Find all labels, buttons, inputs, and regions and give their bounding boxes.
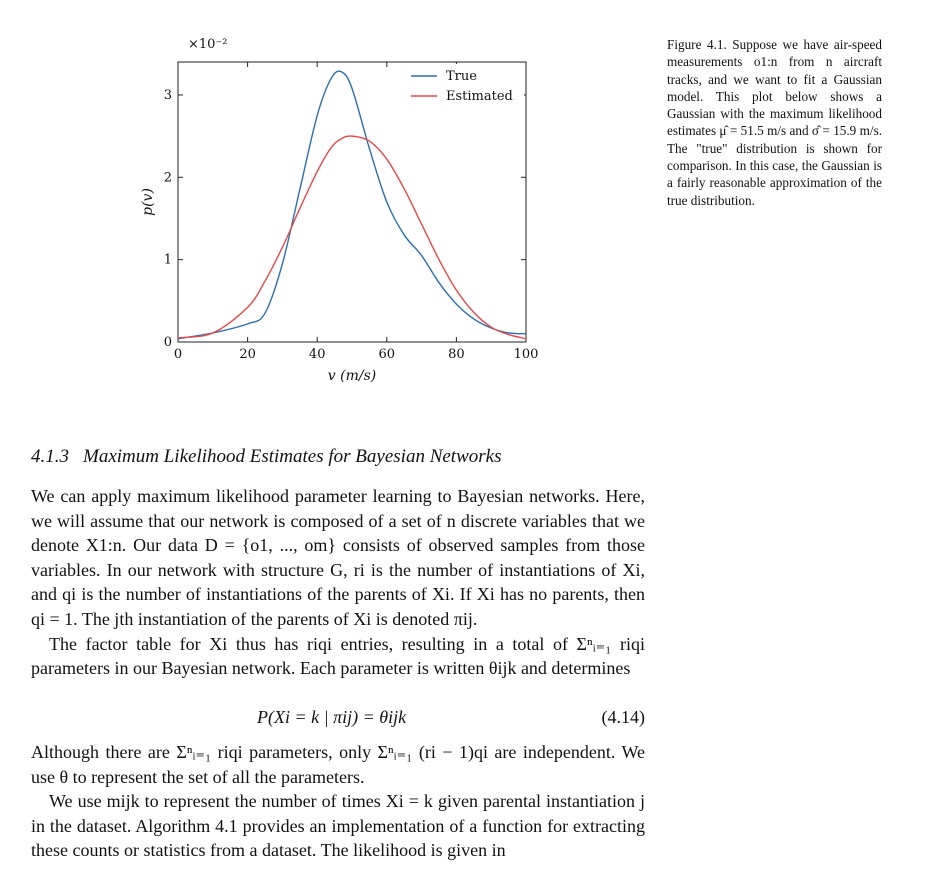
gaussian-fit-chart (100, 28, 550, 398)
section-heading (31, 446, 651, 468)
equation-math: P(Xi = k | πij) = θijk (257, 707, 407, 727)
body-text-block-2 (31, 740, 645, 863)
x-tick-label: 40 (308, 347, 326, 362)
x-tick-label: 20 (239, 347, 256, 362)
y-scale-label: ×10⁻² (188, 37, 228, 52)
x-tick-label: 100 (513, 347, 539, 362)
equation-number: (4.14) (601, 707, 645, 727)
paragraph-4: We use mijk to represent the number of times Xi = k given parental instantiation j in the dataset. Algorithm 4.1 provides an implementation of a function for extracting these counts or statistics from a dataset. The likelihood is given in (31, 791, 645, 861)
series-line-true (178, 71, 526, 339)
body-text-block-1 (31, 484, 645, 681)
x-tick-label: 80 (448, 347, 465, 362)
legend-label-true: True (446, 69, 477, 84)
y-axis-label: p(v) (140, 188, 156, 216)
x-tick-label: 0 (173, 347, 183, 362)
legend-label-estimated: Estimated (446, 89, 513, 104)
x-tick-label: 60 (378, 347, 396, 362)
section-number: 4.1.3 (31, 446, 69, 467)
section-title: Maximum Likelihood Estimates for Bayesian Networks (83, 446, 502, 467)
x-axis-ticks (174, 62, 539, 362)
series-lines (178, 71, 526, 339)
y-tick-label: 2 (163, 170, 172, 186)
paragraph-3: Although there are Σⁿᵢ₌₁ riqi parameters, only Σⁿᵢ₌₁ (ri − 1)qi are independent. We use θ to represent the set of all the parameters. (31, 742, 645, 787)
paragraph-2: The factor table for Xi thus has riqi entries, resulting in a total of Σⁿᵢ₌₁ riqi parameters in our Bayesian network. Each parameter is written θijk and determines (31, 633, 645, 679)
y-tick-label: 1 (163, 252, 172, 268)
y-tick-label: 0 (163, 335, 172, 350)
equation-4-14 (31, 705, 645, 733)
figure-caption: Figure 4.1. Suppose we have air-speed measurements o1:n from n aircraft tracks, and we want to fit a Gaussian model. This plot below shows a Gaussian with the maximum likelihood estimates μ̂ = 51.5 m/s and σ̂ = 15.9 m/s. The "true" distribution is shown for comparison. In this case, the Gaussian is a fairly reasonable approximation of the true distribution. (667, 37, 882, 208)
paragraph-1: We can apply maximum likelihood parameter learning to Bayesian networks. Here, we will assume that our network is composed of a set of n discrete variables that we denote X1:n. Our data D = {o1, ..., om} consists of observed samples from those variables. In our network with structure G, ri is the number of instantiations of Xi, and qi is the number of instantiations of the parents of Xi. If Xi has no parents, then qi = 1. The jth instantiation of the parents of Xi is denoted πij. (31, 486, 645, 629)
y-tick-label: 3 (163, 87, 172, 103)
x-axis-label: v (m/s) (327, 368, 377, 384)
legend (408, 64, 524, 106)
series-line-estimated (178, 136, 526, 339)
